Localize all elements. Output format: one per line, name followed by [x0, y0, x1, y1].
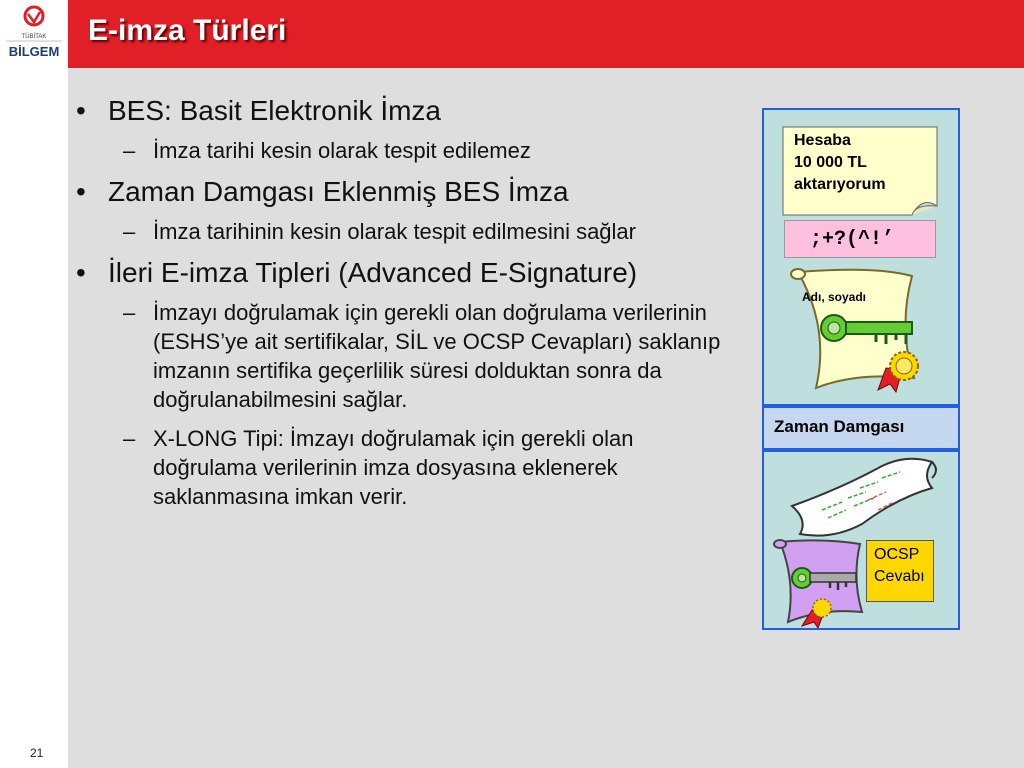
dash-marker: – [123, 219, 136, 244]
sub-bullet-item [72, 217, 722, 246]
signature-diagram [762, 108, 960, 630]
bullet-text: İleri E-imza Tipleri (Advanced E-Signature) [108, 257, 638, 288]
bullet-item [72, 175, 722, 209]
tubitak-bilgem-logo [0, 0, 68, 68]
sub-bullet-item [72, 136, 722, 165]
ocsp-response-label [874, 544, 925, 588]
note-line: aktarıyorum [794, 176, 886, 193]
logo-small-text: TÜBİTAK [21, 34, 47, 40]
dash-marker: – [123, 426, 136, 451]
timestamp-panel [762, 406, 960, 450]
certificate-scroll-icon [786, 268, 936, 393]
bullet-item [72, 256, 722, 290]
slide-title: E-imza Türleri [88, 14, 287, 47]
dash-marker: – [123, 300, 136, 325]
note-line: 10 000 TL [794, 154, 867, 171]
sub-bullet-item [72, 424, 722, 511]
bullet-text: BES: Basit Elektronik İmza [108, 95, 442, 126]
bullet-text: Zaman Damgası Eklenmiş BES İmza [108, 176, 569, 207]
title-bar [68, 0, 1024, 68]
ocsp-certificate-scroll-icon [772, 538, 867, 628]
sub-bullet-text: X-LONG Tipi: İmzayı doğrulamak için gerekli olan doğrulama verilerinin imza dosyasına eklenerek saklanmasına imkan verir. [153, 426, 634, 509]
document-note-text [794, 130, 886, 196]
ocsp-line: Cevabı [874, 568, 925, 585]
note-line: Hesaba [794, 132, 851, 149]
signature-value: ;+?(^!’ [810, 228, 895, 251]
revocation-list-scroll-icon [782, 448, 942, 543]
page-number: 21 [30, 746, 44, 760]
certificate-label: Adı, soyadı [802, 290, 867, 304]
timestamp-label: Zaman Damgası [774, 417, 905, 436]
sub-bullet-item [72, 298, 722, 414]
bullet-marker: • [76, 176, 86, 207]
left-sidebar [0, 0, 68, 768]
bullet-marker: • [76, 95, 86, 126]
slide-content [72, 94, 722, 521]
logo-brand-text: BİLGEM [8, 44, 60, 59]
ocsp-line: OCSP [874, 546, 920, 563]
sub-bullet-text: İmzayı doğrulamak için gerekli olan doğrulama verilerinin (ESHS’ye ait sertifikalar, SİL ve OCSP Cevapları) saklanıp imzanın sertifika geçerlilik süresi dolduktan sonra da doğrulanabilmesini sağlar. [153, 300, 721, 412]
bullet-marker: • [76, 257, 86, 288]
sub-bullet-text: İmza tarihinin kesin olarak tespit edilmesini sağlar [153, 219, 636, 244]
sub-bullet-text: İmza tarihi kesin olarak tespit edilemez [153, 138, 531, 163]
bullet-item [72, 94, 722, 128]
dash-marker: – [123, 138, 136, 163]
